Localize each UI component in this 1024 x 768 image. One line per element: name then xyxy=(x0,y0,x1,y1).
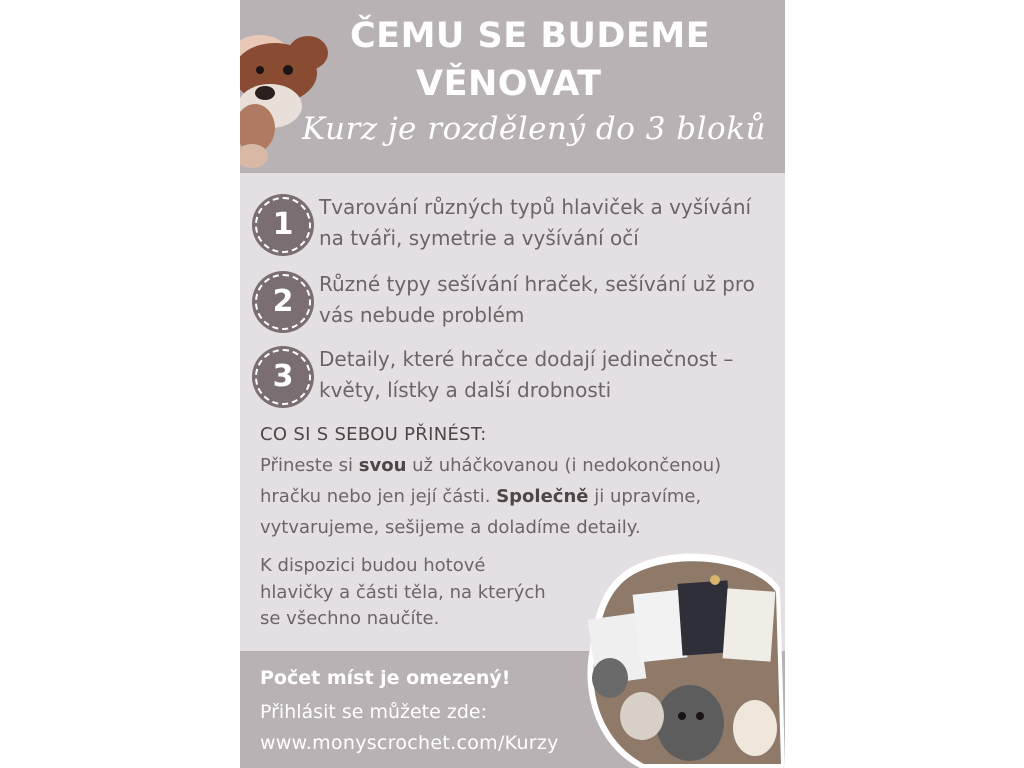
bring-paragraph xyxy=(260,450,775,543)
text-run: vytvarujeme, sešijeme a doladíme detaily. xyxy=(260,517,641,538)
block-number-badge: 1 xyxy=(255,197,311,253)
signup-prompt: Přihlásit se můžete zde: xyxy=(260,701,487,723)
text-run: hračku nebo jen její části. xyxy=(260,486,497,507)
course-block-1 xyxy=(255,197,775,261)
signup-link[interactable]: www.monyscrochet.com/Kurzy xyxy=(260,732,559,754)
block-number-badge: 3 xyxy=(255,349,311,405)
text-run: Přineste si xyxy=(260,455,359,476)
block-text-line: vás nebude problém xyxy=(319,303,525,327)
course-block-2 xyxy=(255,274,775,338)
poster-subtitle: Kurz je rozdělený do 3 bloků xyxy=(302,111,766,147)
crochet-books-photo xyxy=(570,548,785,768)
text-run: ji upravíme, xyxy=(588,486,702,507)
block-description xyxy=(319,344,779,406)
availability-paragraph xyxy=(260,553,590,633)
block-text-line: Různé typy sešívání hraček, sešívání už pro xyxy=(319,272,755,296)
emphasis-text: svou xyxy=(358,455,407,476)
text-run: už uháčkovanou (i nedokončenou) xyxy=(406,455,722,476)
emphasis-text: Společně xyxy=(496,486,589,507)
poster-title xyxy=(350,12,770,108)
title-line-2: VĚNOVAT xyxy=(416,64,602,104)
text-run: se všechno naučíte. xyxy=(260,608,440,629)
block-number-badge: 2 xyxy=(255,274,311,330)
block-text-line: Detaily, které hračce dodají jedinečnost – xyxy=(319,347,734,371)
bring-heading: CO SI S SEBOU PŘINÉST: xyxy=(260,424,487,445)
course-block-3 xyxy=(255,349,775,413)
block-text-line: květy, lístky a další drobnosti xyxy=(319,378,612,402)
block-text-line: na tváři, symetrie a vyšívání očí xyxy=(319,226,639,250)
limited-seats-notice: Počet míst je omezený! xyxy=(260,667,511,689)
title-line-1: ČEMU SE BUDEME xyxy=(350,16,711,56)
block-description xyxy=(319,192,779,254)
block-text-line: Tvarování různých typů hlaviček a vyšívání xyxy=(319,195,752,219)
text-run: K dispozici budou hotové xyxy=(260,555,486,576)
text-run: hlavičky a části těla, na kterých xyxy=(260,581,546,603)
course-poster xyxy=(240,0,785,768)
block-description xyxy=(319,269,779,331)
